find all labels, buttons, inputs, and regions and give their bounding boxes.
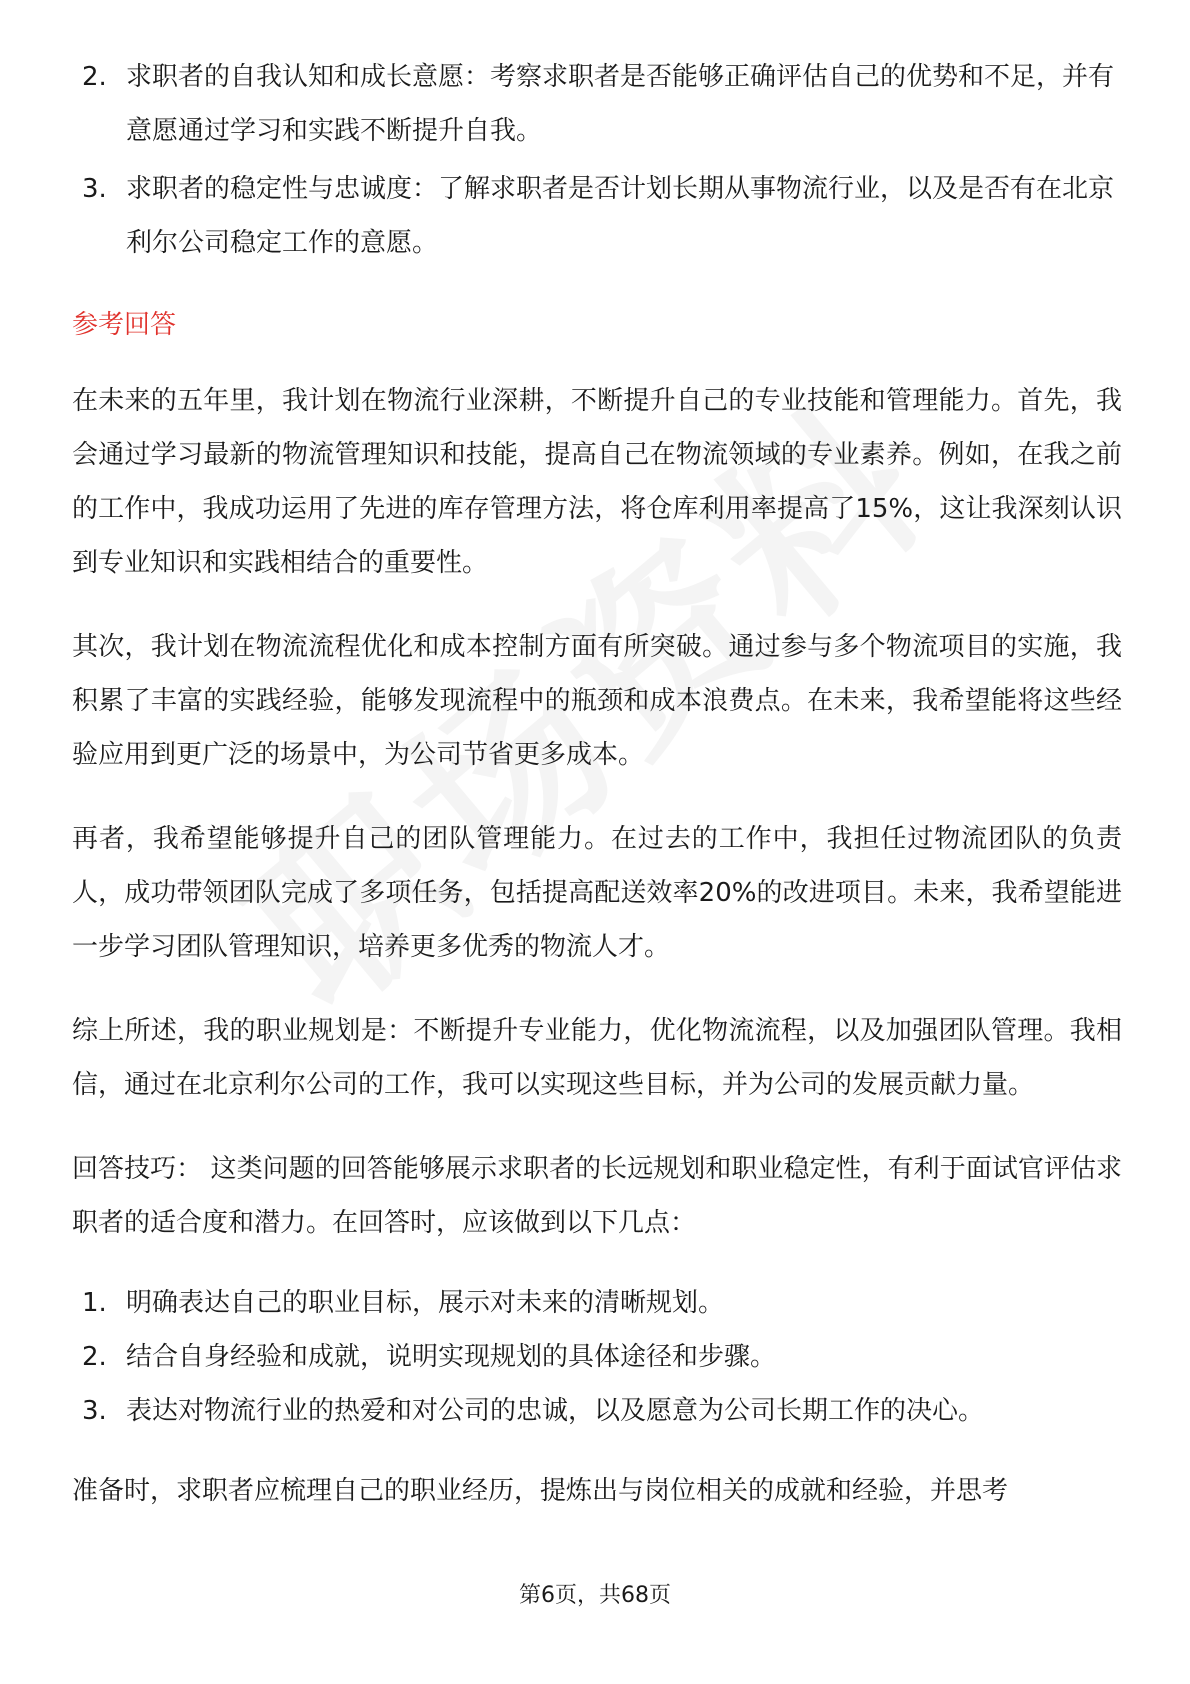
list-item xyxy=(72,50,1122,158)
list-item-text: 表达对物流行业的热爱和对公司的忠诚，以及愿意为公司长期工作的决心。 xyxy=(126,1396,985,1426)
top-numbered-list xyxy=(72,50,1122,270)
list-item-text: 明确表达自己的职业目标，展示对未来的清晰规划。 xyxy=(126,1288,725,1318)
list-item xyxy=(72,1384,1122,1438)
tips-paragraph: 回答技巧： 这类问题的回答能够展示求职者的长远规划和职业稳定性，有利于面试官评估求职者的适合度和潜力。在回答时，应该做到以下几点： xyxy=(72,1154,1122,1238)
list-item xyxy=(72,1276,1122,1330)
list-item-number: 3. xyxy=(82,1396,107,1426)
page-content xyxy=(72,50,1122,1518)
answer-paragraph: 在未来的五年里，我计划在物流行业深耕，不断提升自己的专业技能和管理能力。首先，我会通过学习最新的物流管理知识和技能，提高自己在物流领域的专业素养。例如，在我之前的工作中，我成功运用了先进的库存管理方法，将仓库利用率提高了15%，这让我深刻认识到专业知识和实践相结合的重要性。 xyxy=(72,386,1122,578)
list-item-number: 2. xyxy=(82,62,107,92)
answer-paragraph: 综上所述，我的职业规划是：不断提升专业能力，优化物流流程，以及加强团队管理。我相信，通过在北京利尔公司的工作，我可以实现这些目标，并为公司的发展贡献力量。 xyxy=(72,1016,1122,1100)
list-item xyxy=(72,162,1122,270)
answer-paragraph: 再者，我希望能够提升自己的团队管理能力。在过去的工作中，我担任过物流团队的负责人，成功带领团队完成了多项任务，包括提高配送效率20%的改进项目。未来，我希望能进一步学习团队管理知识，培养更多优秀的物流人才。 xyxy=(72,824,1122,962)
list-item-number: 3. xyxy=(82,174,107,204)
list-item xyxy=(72,1330,1122,1384)
list-item-number: 2. xyxy=(82,1342,107,1372)
page-number-footer: 第6页，共68页 xyxy=(519,1583,671,1608)
preparation-paragraph: 准备时，求职者应梳理自己的职业经历，提炼出与岗位相关的成就和经验，并思考 xyxy=(72,1476,1009,1506)
list-item-text: 结合自身经验和成就，说明实现规划的具体途径和步骤。 xyxy=(126,1342,777,1372)
answer-paragraph: 其次，我计划在物流流程优化和成本控制方面有所突破。通过参与多个物流项目的实施，我积累了丰富的实践经验，能够发现流程中的瓶颈和成本浪费点。在未来，我希望能将这些经验应用到更广泛的场景中，为公司节省更多成本。 xyxy=(72,632,1122,770)
list-item-number: 1. xyxy=(82,1288,107,1318)
list-item-text: 求职者的自我认知和成长意愿：考察求职者是否能够正确评估自己的优势和不足，并有意愿通过学习和实践不断提升自我。 xyxy=(126,62,1115,146)
section-title: 参考回答 xyxy=(72,310,177,340)
list-item-text: 求职者的稳定性与忠诚度：了解求职者是否计划长期从事物流行业，以及是否有在北京利尔公司稳定工作的意愿。 xyxy=(126,174,1115,258)
tips-numbered-list xyxy=(72,1276,1122,1438)
